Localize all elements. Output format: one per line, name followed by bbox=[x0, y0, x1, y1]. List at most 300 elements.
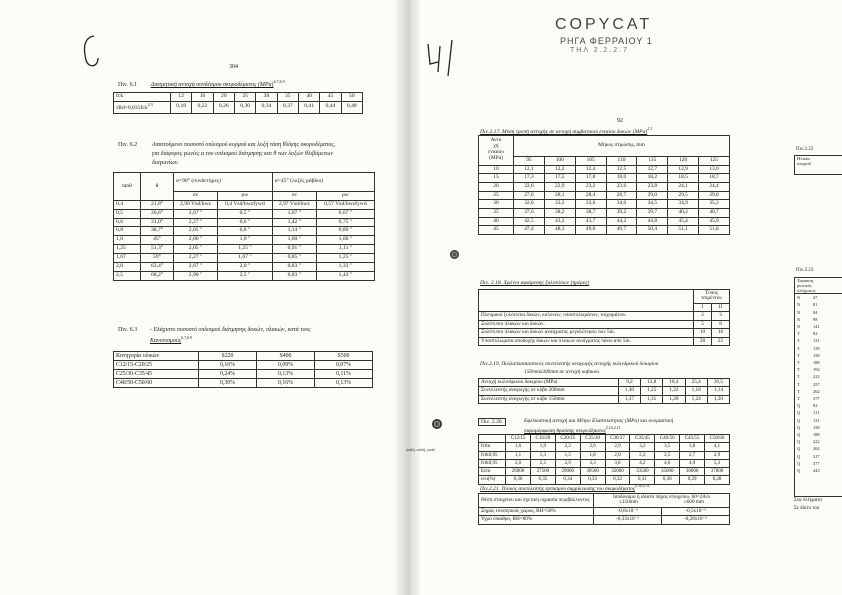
table-cell: 37,6 bbox=[514, 209, 545, 218]
table-cell: 24,1 bbox=[668, 183, 699, 192]
table-cell: 2,27 " bbox=[174, 254, 218, 263]
edge-letter: Τ bbox=[797, 352, 800, 358]
table-cell: 0,13% bbox=[315, 379, 373, 388]
header-line: Αντο bbox=[490, 137, 502, 144]
table-cell: Υποστυλώματα αποδοχής δοκών και πλακών ανοίγματος πάνω από 5m. bbox=[479, 337, 694, 345]
caption-text: Πιν.2.21. Τελικός συντελεστής ερπυσμού συρρίκνωσης του σκυροδέματος bbox=[480, 485, 636, 492]
table-cell: 0,30 bbox=[234, 101, 255, 113]
edge-row bbox=[795, 453, 842, 460]
table-cell: 2,05 " bbox=[174, 227, 218, 236]
table-row bbox=[479, 200, 730, 209]
edge-letter: Τ bbox=[797, 396, 800, 402]
edge-row bbox=[795, 388, 842, 395]
column-header: 95 bbox=[514, 157, 545, 166]
edge-value: 257 bbox=[813, 381, 820, 387]
table-cell: 40 bbox=[479, 217, 514, 226]
table-cell: 2,2 bbox=[555, 443, 580, 451]
edge-footnote: Στα πλέγματα bbox=[794, 498, 822, 503]
table-2-20-caption-line: Εφελκυστική αντοχή και Μέτρο Ελαστικότητας (MPa) και ονομαστική bbox=[524, 418, 674, 424]
table-cell: 0,13% bbox=[257, 370, 315, 379]
table-cell: 2,9 bbox=[555, 459, 580, 467]
table-cell: 23,2 bbox=[575, 183, 606, 192]
caption-text: Πιν.2.17. Μέση τροπή αντοχής σε αντοχή συμβατικού ενιαίου δοκών (MPa) bbox=[480, 128, 648, 135]
table-cell: 1,28 bbox=[663, 395, 685, 403]
table-cell: 1,37 bbox=[618, 395, 640, 403]
edge-rows bbox=[795, 294, 842, 474]
table-cell: 51,3° bbox=[141, 245, 174, 254]
table-cell: 33,6 bbox=[575, 200, 606, 209]
column-header: I bbox=[694, 303, 712, 311]
table-cell: 59° bbox=[141, 254, 174, 263]
adjacent-page-edge bbox=[790, 0, 842, 595]
table-cell: 34,9 bbox=[668, 200, 699, 209]
edge-letter: Q bbox=[797, 424, 801, 430]
table-row bbox=[479, 476, 730, 484]
table-body bbox=[479, 379, 730, 404]
column-header: tanθ bbox=[114, 173, 141, 201]
table-body bbox=[114, 361, 373, 388]
table-cell: 48,3 bbox=[544, 226, 575, 235]
book-gutter bbox=[396, 0, 420, 595]
table-cell: 40,7 bbox=[699, 209, 730, 218]
column-header: II bbox=[711, 303, 729, 311]
column-header: C45/55 bbox=[680, 435, 705, 443]
table-cell: C12/15-C20/25 bbox=[114, 361, 199, 370]
table-cell: 4,9 bbox=[680, 459, 705, 467]
table-body bbox=[479, 165, 730, 234]
page-number: 304 bbox=[229, 64, 238, 70]
table-cell: 23,8 bbox=[637, 183, 668, 192]
table-cell bbox=[479, 290, 694, 312]
table-cell: 0,83 " bbox=[272, 271, 316, 280]
table-header-row bbox=[479, 435, 730, 443]
edge-letter: Ν bbox=[797, 316, 801, 322]
table-cell: 0,85 " bbox=[272, 254, 316, 263]
table-cell: 12,9 bbox=[668, 165, 699, 174]
table-2-18 bbox=[478, 289, 730, 346]
edge-letter: Q bbox=[797, 417, 801, 423]
edge-value: 92 bbox=[813, 331, 818, 337]
edge-value: 139 bbox=[813, 345, 820, 351]
column-header: ρw bbox=[218, 192, 273, 201]
row-label: εcu(%) bbox=[479, 476, 506, 484]
column-header: ρw bbox=[316, 192, 374, 201]
edge-value: 92 bbox=[813, 403, 818, 409]
edge-value: 262 bbox=[813, 446, 820, 452]
table-row bbox=[479, 507, 730, 515]
table-cell: 0,26 bbox=[213, 101, 234, 113]
table-cell: 8 bbox=[711, 320, 729, 328]
column-header: 110 bbox=[606, 157, 637, 166]
column-header: 115 bbox=[637, 157, 668, 166]
table-cell: 20 bbox=[479, 183, 514, 192]
table-row bbox=[479, 379, 730, 387]
table-cell: 12 bbox=[171, 93, 192, 102]
edge-letter: Q bbox=[797, 439, 801, 445]
edge-letter: Τ bbox=[797, 374, 800, 380]
table-cell: 4,1 bbox=[705, 443, 730, 451]
handwritten-mark-left bbox=[74, 32, 114, 72]
table-cell: Συντελεστής αναγωγής σε κύβο 200mm bbox=[479, 387, 619, 395]
table-cell: 40,2 bbox=[668, 209, 699, 218]
table-cell: 51,8 bbox=[699, 226, 730, 235]
table-cell: 1,5 bbox=[555, 451, 580, 459]
edge-row bbox=[795, 424, 842, 431]
table-cell: 24,4 bbox=[699, 183, 730, 192]
table-row bbox=[479, 337, 730, 345]
cell-line: Ισοδύναμο ή ιδεατό πάχος στοιχείου, h0=2A/u bbox=[612, 494, 711, 500]
table-cell: 2,90 " bbox=[174, 271, 218, 280]
edge-row bbox=[795, 294, 842, 301]
table-cell: 1,18 bbox=[685, 387, 707, 395]
edge-row bbox=[795, 395, 842, 402]
column-header: Κατηγορία υλικών bbox=[114, 352, 199, 361]
edge-line: Ηλικία bbox=[797, 156, 810, 161]
table-cell: 0,89 " bbox=[316, 227, 374, 236]
edge-line: ριστικός bbox=[797, 283, 812, 289]
table-cell: 35 bbox=[277, 93, 298, 102]
edge-row bbox=[795, 381, 842, 388]
table-cell: 1,24 bbox=[685, 395, 707, 403]
row-label: τRd=0,035fck bbox=[116, 104, 148, 111]
table-cell: -0,28x10⁻³ bbox=[662, 516, 730, 524]
table-cell: 17,5 bbox=[544, 174, 575, 183]
edge-letter: Q bbox=[797, 460, 801, 466]
table-cell: 39,5 bbox=[707, 379, 729, 387]
table-cell: 30500 bbox=[580, 468, 605, 476]
table-cell: Υγρό ύπαιθρο, RH=80% bbox=[479, 516, 594, 524]
table-cell: 5 bbox=[694, 320, 712, 328]
table-cell: 1,42 " bbox=[272, 218, 316, 227]
edge-value: 98 bbox=[813, 316, 818, 322]
table-cell: 1,30 bbox=[618, 387, 640, 395]
table-cell: 44,2 bbox=[606, 217, 637, 226]
table-cell: 63,4° bbox=[141, 262, 174, 271]
table-cell: 25 bbox=[234, 93, 255, 102]
edge-line: πλέγματος bbox=[795, 288, 842, 294]
table-row bbox=[114, 93, 363, 102]
table-cell: 39,7 bbox=[637, 209, 668, 218]
table-cell: 2,5 bbox=[114, 271, 141, 280]
table-cell: 45,4 bbox=[668, 217, 699, 226]
edge-table-box bbox=[794, 277, 842, 497]
edge-value: 192 bbox=[813, 367, 820, 373]
edge-table-label: Πιν.2.22 bbox=[796, 147, 814, 152]
table-cell: 44,8 bbox=[637, 217, 668, 226]
edge-letter: Ν bbox=[797, 324, 801, 329]
column-header: C35/45 bbox=[630, 435, 655, 443]
table-row bbox=[479, 174, 730, 183]
table-2-20-caption-line bbox=[524, 426, 621, 434]
table-cell: 2,0 bbox=[506, 459, 531, 467]
table-cell: 4,6 bbox=[655, 459, 680, 467]
table-cell: 18,7 bbox=[699, 174, 730, 183]
edge-letter: Ν bbox=[797, 295, 801, 301]
column-header: S400 bbox=[257, 352, 315, 361]
table-cell: 0,75 " bbox=[316, 218, 374, 227]
caption-ref: 6.7,6.9 bbox=[181, 335, 193, 340]
copy-shop-stamp-title: COPYCAT bbox=[555, 16, 653, 33]
edge-row bbox=[795, 373, 842, 380]
table-2-19-caption-line: Πιν.2.19. Πολλαπλασιαστικός συντελεστής αναγωγής αντοχής κυλινδρικού δοκιμίου bbox=[480, 361, 659, 367]
column-group-header: α=90° (συνδετήρες) bbox=[174, 173, 273, 192]
table-cell: 33500 bbox=[630, 468, 655, 476]
table-cell: 18,0 bbox=[606, 174, 637, 183]
table-cell: 43,7 bbox=[575, 217, 606, 226]
table-cell: Ξυλότυποι πλακών και δοκών ανοίγματος μεγαλύτερου των 5m. bbox=[479, 329, 694, 337]
table-cell: 0,11% bbox=[315, 370, 373, 379]
table-6-2-caption-line: για διάφορες γωνίες α του οπλισμού διάτμησης και θ των λοξών θλιβόμενων bbox=[152, 151, 334, 157]
table-cell: 1,25 " bbox=[218, 245, 273, 254]
caption-text: Πιν. 2.18. Χρόνοι αφαίρεσης ξυλοτύπων (ημέρες) bbox=[480, 280, 590, 286]
table-cell: 0,57 Vsd/bwzfywd bbox=[316, 200, 374, 209]
table-2-21-caption bbox=[480, 484, 650, 492]
table-cell: 1,25 " bbox=[316, 254, 374, 263]
edge-letter: Τ bbox=[797, 388, 800, 394]
table-cell: 3 bbox=[711, 312, 729, 320]
edge-line: Χαρακτη bbox=[797, 278, 814, 283]
table-cell: 0,16% bbox=[257, 379, 315, 388]
table-cell: 5,3 bbox=[705, 459, 730, 467]
table-cell: 42,5 bbox=[514, 217, 545, 226]
table-cell: 1,25 bbox=[114, 245, 141, 254]
column-header: C50/60 bbox=[705, 435, 730, 443]
table-cell: 18,5 bbox=[668, 174, 699, 183]
table-cell: 23,6 bbox=[606, 183, 637, 192]
caption-text: Κανονισμούς bbox=[150, 338, 182, 344]
table-cell: 1,22 bbox=[663, 387, 685, 395]
table-cell: C40/50-C50/60 bbox=[114, 379, 199, 388]
table-cell: 1,6 bbox=[506, 443, 531, 451]
table-cell: 21,8° bbox=[141, 200, 174, 209]
column-group-header: Τύπος τσιμέντου bbox=[694, 290, 730, 304]
column-header: C12/15 bbox=[506, 435, 531, 443]
table-cell: 68,2° bbox=[141, 271, 174, 280]
table-row bbox=[114, 370, 373, 379]
column-header: σc bbox=[272, 192, 316, 201]
table-2-17 bbox=[478, 135, 730, 235]
table-cell: 17,8 bbox=[575, 174, 606, 183]
table-cell: 3,8 bbox=[605, 459, 630, 467]
table-cell: 1,0 " bbox=[218, 236, 273, 245]
row-label-sup: 2/3 bbox=[147, 101, 153, 107]
table-row bbox=[114, 236, 375, 245]
edge-value: 377 bbox=[813, 396, 820, 402]
table-cell: 49,0 bbox=[575, 226, 606, 235]
table-row bbox=[479, 209, 730, 218]
table-cell: 1,67 bbox=[114, 254, 141, 263]
table-cell: 40 bbox=[298, 93, 319, 102]
table-cell: 2 bbox=[694, 312, 712, 320]
header-line: (MPa) bbox=[489, 155, 503, 162]
table-cell: -0,33x10⁻³ bbox=[594, 516, 662, 524]
table-cell: 0,24% bbox=[199, 370, 257, 379]
table-cell: 3,5 bbox=[655, 443, 680, 451]
edge-value: 94 bbox=[813, 309, 818, 315]
edge-value: 81 bbox=[813, 302, 818, 308]
table-cell: C25/30-C35/45 bbox=[114, 370, 199, 379]
table-cell: -0,6x10⁻³ bbox=[594, 507, 662, 515]
caption-text: παραμόρφωση θραύσης σκυροδέματος bbox=[524, 427, 606, 434]
edge-value: 188 bbox=[813, 432, 820, 438]
table-cell: 0,8 " bbox=[218, 227, 273, 236]
edge-table-box bbox=[794, 155, 842, 175]
table-2-20 bbox=[478, 434, 730, 485]
table-cell: 0,33 bbox=[580, 476, 605, 484]
table-cell: 0,5 bbox=[114, 209, 141, 218]
table-row bbox=[479, 165, 730, 174]
table-cell: 0,36 bbox=[506, 476, 531, 484]
edge-value: 262 bbox=[813, 388, 820, 394]
column-header: C25/30 bbox=[580, 435, 605, 443]
edge-line: σκυροδ bbox=[797, 161, 811, 167]
table-cell: 17,3 bbox=[514, 174, 545, 183]
edge-letter: Τ bbox=[797, 331, 800, 337]
table-cell: 28,4 bbox=[575, 191, 606, 200]
cell-line: ≤150mm bbox=[619, 499, 638, 506]
table-cell bbox=[114, 101, 171, 113]
row-label: fctk0,05 bbox=[479, 451, 506, 459]
table-cell: 25 bbox=[711, 337, 729, 345]
table-cell: 4,2 bbox=[630, 459, 655, 467]
table-cell: 0,67 " bbox=[316, 209, 374, 218]
caption-text: Διατμητική αντοχή συνδέσμου σκυροδέματος (MPa) bbox=[150, 82, 274, 88]
table-cell: 2,9 bbox=[605, 443, 630, 451]
table-6-2 bbox=[113, 172, 375, 281]
table-cell: 12,5 bbox=[606, 165, 637, 174]
table-cell: 35 bbox=[479, 209, 514, 218]
table-cell: 0,37 bbox=[277, 101, 298, 113]
table-header-row bbox=[114, 173, 375, 192]
table-cell: 0,34 bbox=[555, 476, 580, 484]
table-cell: 1,67 " bbox=[218, 254, 273, 263]
table-cell: 38,7 bbox=[575, 209, 606, 218]
table-cell: 3,3 bbox=[580, 459, 605, 467]
table-cell: 12,1 bbox=[514, 165, 545, 174]
table-cell: 29,5 bbox=[668, 191, 699, 200]
edge-value: 222 bbox=[813, 439, 820, 445]
table-body bbox=[479, 443, 730, 484]
caption-ref: 2.1 bbox=[647, 126, 653, 131]
edge-row bbox=[795, 409, 842, 416]
edge-value: 158 bbox=[813, 352, 820, 358]
edge-value: 222 bbox=[813, 374, 820, 380]
table-6-2-caption-number: Πιν. 6.2 bbox=[118, 142, 138, 148]
table-cell: 1,43 " bbox=[316, 271, 374, 280]
table-cell: 30 bbox=[256, 93, 277, 102]
page-number: 92 bbox=[617, 118, 623, 124]
table-cell: 2,5 " bbox=[218, 271, 273, 280]
table-cell: 2,5 bbox=[655, 451, 680, 459]
column-group-header: Μήκος στρώσης, mm bbox=[514, 136, 730, 157]
table-cell: 39,2 bbox=[606, 209, 637, 218]
edge-value: 188 bbox=[813, 360, 820, 366]
table-row bbox=[114, 271, 375, 280]
table-cell: -0,5x10⁻³ bbox=[662, 507, 730, 515]
table-cell: 20 bbox=[213, 93, 234, 102]
table-cell: 0,18 bbox=[171, 101, 192, 113]
table-cell: 0,8 bbox=[114, 227, 141, 236]
handwritten-margin-note: ψηλή, απλή, εμπλ. bbox=[406, 447, 436, 452]
table-cell: 29,8 bbox=[699, 191, 730, 200]
table-cell: 1,11 " bbox=[316, 245, 374, 254]
edge-letter: Q bbox=[797, 453, 801, 459]
column-header: C16/20 bbox=[530, 435, 555, 443]
edge-letter: Τ bbox=[797, 338, 800, 344]
edge-row bbox=[795, 431, 842, 438]
edge-value: 317 bbox=[813, 453, 820, 459]
table-cell: 31,0° bbox=[141, 218, 174, 227]
header-line: χή bbox=[493, 143, 499, 150]
edge-letter: Q bbox=[797, 446, 801, 452]
table-6-3 bbox=[113, 351, 373, 388]
table-cell: 1,31 bbox=[641, 395, 663, 403]
table-row bbox=[114, 379, 373, 388]
caption-ref: 2.10,2.11 bbox=[605, 425, 621, 430]
cell-line: ≥600 mm bbox=[683, 499, 704, 506]
table-cell: 38,2 bbox=[544, 209, 575, 218]
edge-row bbox=[795, 467, 842, 474]
edge-letter: Τ bbox=[797, 345, 800, 351]
table-cell: 3,2 bbox=[630, 443, 655, 451]
table-cell: 47,4 bbox=[514, 226, 545, 235]
table-6-2-caption-line: διαγωνίων. bbox=[152, 160, 179, 166]
table-cell: 18,4 bbox=[663, 379, 685, 387]
table-cell: 2,05 " bbox=[174, 245, 218, 254]
table-row bbox=[114, 254, 375, 263]
table-cell: 45 bbox=[479, 226, 514, 235]
edge-row bbox=[795, 445, 842, 452]
table-cell: 12,2 bbox=[544, 165, 575, 174]
table-row bbox=[479, 387, 730, 395]
edge-value: 158 bbox=[813, 424, 820, 430]
edge-row bbox=[795, 359, 842, 366]
table-cell: 0,6 bbox=[114, 218, 141, 227]
table-cell: 28,1 bbox=[544, 191, 575, 200]
table-cell: 36000 bbox=[680, 468, 705, 476]
table-cell: 16 bbox=[711, 329, 729, 337]
column-header bbox=[479, 136, 514, 166]
edge-letter: Q bbox=[797, 410, 801, 416]
table-header-row bbox=[479, 494, 730, 508]
table-cell: 0,34 bbox=[256, 101, 277, 113]
column-header: C40/50 bbox=[655, 435, 680, 443]
table-cell: 35000 bbox=[655, 468, 680, 476]
table-body bbox=[479, 312, 730, 346]
table-cell: 26,6° bbox=[141, 209, 174, 218]
table-cell: 0,30% bbox=[199, 379, 257, 388]
table-cell: 2,0 " bbox=[218, 262, 273, 271]
table-cell: 43,2 bbox=[544, 217, 575, 226]
table-row bbox=[479, 516, 730, 524]
edge-row bbox=[795, 402, 842, 409]
table-header-row bbox=[479, 290, 730, 304]
table-cell: Ξυλότυποι πλακών και δοκών. bbox=[479, 320, 694, 328]
table-cell: 28 bbox=[694, 337, 712, 345]
table-cell: 45 bbox=[320, 93, 341, 102]
table-row bbox=[479, 183, 730, 192]
edge-letter: Τ bbox=[797, 367, 800, 373]
table-row bbox=[479, 320, 730, 328]
handwritten-mark-right bbox=[424, 38, 468, 78]
table-row bbox=[114, 101, 363, 113]
table-cell: 1,00 " bbox=[272, 236, 316, 245]
edge-letter: Q bbox=[797, 468, 801, 474]
table-cell: 10 bbox=[479, 165, 514, 174]
caption-ref: 6.7,6.9 bbox=[273, 79, 285, 84]
table-cell: 29000 bbox=[555, 468, 580, 476]
edge-row bbox=[795, 366, 842, 373]
